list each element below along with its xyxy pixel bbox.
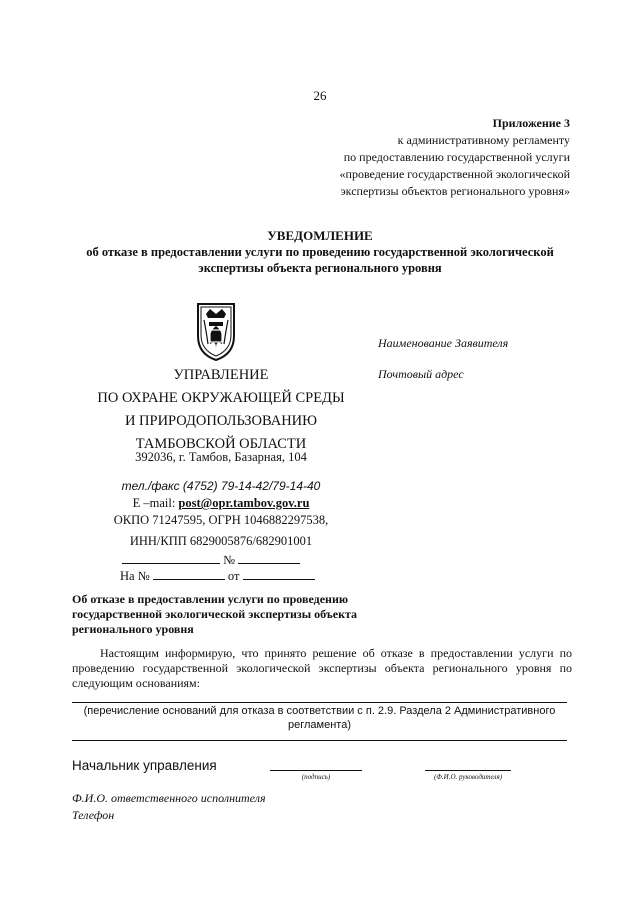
- executor-label: Ф.И.О. ответственного исполнителя: [72, 791, 266, 805]
- signature-line: [270, 770, 362, 771]
- organization-line: УПРАВЛЕНИЕ: [173, 367, 269, 383]
- phone-label: Телефон: [72, 808, 115, 822]
- organization-name: [86, 364, 356, 456]
- registration-block: [120, 552, 315, 584]
- reasons-caption-line: регламента): [288, 719, 351, 731]
- name-caption: (Ф.И.О. руководителя): [433, 773, 503, 781]
- appendix-line: к административному регламенту: [397, 133, 570, 147]
- reasons-line: [72, 702, 567, 703]
- subject-line: Об отказе в предоставлении услуги по проведению: [72, 592, 349, 606]
- reg-number-blank: [238, 552, 300, 564]
- reasons-caption: [72, 704, 567, 732]
- body-paragraph: Настоящим информирую, что принято решение об отказе в предоставлении услуги по проведению государственной экологической экспертизы объекта регионального уровня по следующим основаниям:: [72, 646, 572, 690]
- signature-caption: (подпись): [301, 773, 331, 781]
- reg-from-label: от: [227, 569, 240, 583]
- subject-block: [72, 592, 372, 637]
- inn-kpp: ИНН/КПП 6829005876/682901001: [129, 534, 313, 548]
- email-link[interactable]: post@opr.tambov.gov.ru: [178, 496, 310, 510]
- email-line: [86, 495, 356, 512]
- recipient-name-label: Наименование Заявителя: [378, 336, 509, 350]
- document-subtitle: экспертизы объекта регионального уровня: [198, 261, 442, 275]
- reg-date-blank: [122, 552, 220, 564]
- subject-line: государственной экологической экспертизы объекта: [72, 607, 358, 621]
- reg-ref-prefix: На №: [120, 569, 150, 583]
- organization-line: И ПРИРОДОПОЛЬЗОВАНИЮ: [124, 413, 318, 429]
- reasons-caption-line: (перечисление оснований для отказа в соответствии с п. 2.9. Раздела 2 Административного: [83, 705, 556, 717]
- document-title: УВЕДОМЛЕНИЕ: [267, 228, 373, 243]
- appendix-line: экспертизы объектов регионального уровня»: [340, 184, 570, 198]
- coat-of-arms-icon: [192, 300, 240, 362]
- footer-block: [72, 790, 266, 824]
- appendix-title: Приложение 3: [492, 116, 570, 130]
- reasons-line: [72, 740, 567, 741]
- email-label: E –mail:: [132, 496, 179, 510]
- ref-date-blank: [243, 568, 315, 580]
- phone-fax: тел./факс (4752) 79-14-42/79-14-40: [121, 479, 321, 493]
- reg-number-sign: №: [223, 553, 236, 567]
- signature-position: Начальник управления: [72, 758, 217, 773]
- recipient-block: [378, 328, 508, 390]
- subject-line: регионального уровня: [72, 622, 194, 636]
- name-line: [425, 770, 511, 771]
- body-text: [72, 646, 572, 691]
- document-subtitle: об отказе в предоставлении услуги по проведению государственной экологической: [86, 245, 554, 259]
- organization-address: 392036, г. Тамбов, Базарная, 104: [135, 450, 307, 464]
- organization-line: ТАМБОВСКОЙ ОБЛАСТИ: [135, 436, 307, 452]
- appendix-line: по предоставлению государственной услуги: [343, 150, 570, 164]
- appendix-block: [250, 115, 570, 200]
- organization-line: ПО ОХРАНЕ ОКРУЖАЮЩЕЙ СРЕДЫ: [97, 390, 345, 406]
- appendix-line: «проведение государственной экологической: [339, 167, 570, 181]
- recipient-address-label: Почтовый адрес: [378, 367, 464, 381]
- document-heading: [60, 228, 580, 276]
- ref-number-blank: [153, 568, 225, 580]
- okpo-ogrn: ОКПО 71247595, ОГРН 1046882297538,: [113, 513, 329, 527]
- organization-contacts: [86, 478, 356, 550]
- page-number: 26: [313, 88, 327, 103]
